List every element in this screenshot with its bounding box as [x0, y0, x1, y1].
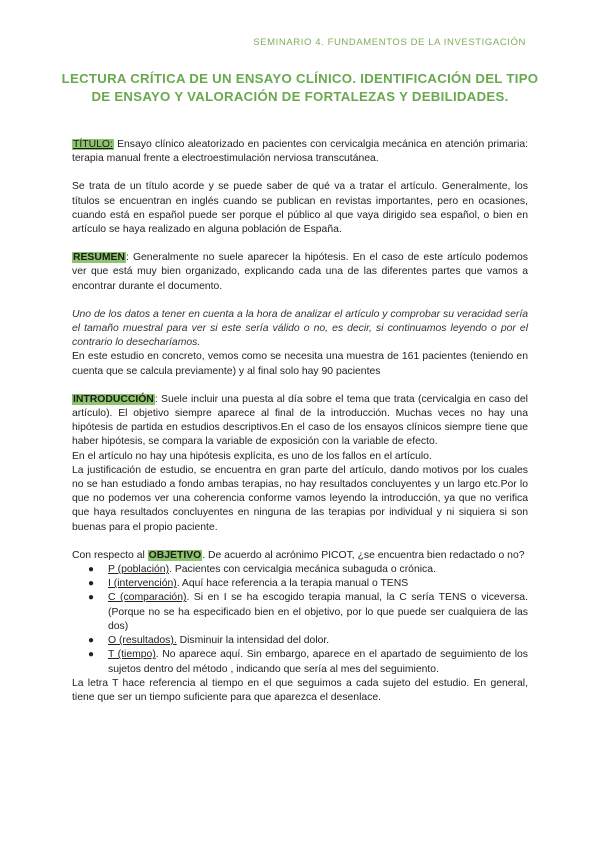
picot-key: O (resultados).	[108, 635, 177, 647]
resumen-sample-size: En este estudio en concreto, vemos como se necesita una muestra de 161 pacientes (teniendo en cuenta que se calcula previamente) y al final solo hay 90 pacientes	[72, 351, 528, 377]
list-item	[88, 648, 528, 676]
bullet-icon: ●	[88, 649, 95, 661]
titulo-label: TÍTULO:	[73, 139, 113, 150]
picot-text: . Aquí hace referencia a la terapia manual o TENS	[176, 578, 409, 590]
picot-key: I (intervención)	[108, 578, 177, 590]
list-item	[88, 563, 528, 577]
document-body	[72, 138, 528, 705]
page-header: SEMINARIO 4. FUNDAMENTOS DE LA INVESTIGACIÓN	[253, 37, 526, 48]
titulo-text: Ensayo clínico aleatorizado en pacientes con cervicalgia mecánica en atención primaria: terapia manual frente a electroestimulación nerviosa transcutánea.	[72, 139, 528, 165]
list-item	[88, 634, 528, 648]
titulo-comment: Se trata de un título acorde y se puede saber de qué va a tratar el artículo. Generalmente, los títulos se encuentran en inglés cuando se publican en revistas importantes, pero en ocasiones, cuando está en español puede ser porque el público al que vaya dirigido sea español, o bien en artículo se haya realizado en alguna población de España.	[72, 181, 528, 236]
bullet-icon: ●	[88, 635, 95, 647]
objetivo-paragraph	[72, 549, 528, 563]
introduccion-text: : Suele incluir una puesta al día sobre el tema que trata (cervicalgia en caso del artículo). El objetivo siempre aparece al final de la introducción. Muchas veces no hay una hipótesis de partida en estudios descriptivos.En el caso de los ensayos clínicos siempre tiene que haber hipótesis, se compara la variable de exposición con la variable de efecto.	[72, 393, 528, 448]
bullet-icon: ●	[88, 564, 95, 576]
picot-text: Disminuir la intensidad del dolor.	[176, 635, 330, 647]
introduccion-hypothesis: En el artículo no hay una hipótesis explícita, es uno de los fallos en el artículo.	[72, 450, 432, 462]
objetivo-label: OBJETIVO	[148, 549, 202, 561]
document-title: LECTURA CRÍTICA DE UN ENSAYO CLÍNICO. IDENTIFICACIÓN DEL TIPO DE ENSAYO Y VALORACIÓN DE FORTALEZAS Y DEBILIDADES.	[61, 71, 539, 104]
picot-list	[72, 563, 528, 677]
resumen-label: RESUMEN	[73, 252, 125, 264]
resumen-text: : Generalmente no suele aparecer la hipótesis. En el caso de este artículo podemos ver que está muy bien organizado, explicando cada una de las diferentes partes que vamos a encontrar durante el documento.	[72, 252, 528, 292]
picot-text: . Pacientes con cervicalgia mecánica subaguda o crónica.	[169, 564, 436, 576]
introduccion-label: INTRODUCCIÓN	[73, 393, 154, 405]
objetivo-prefix: Con respecto al	[72, 549, 148, 561]
list-item	[88, 591, 528, 634]
objetivo-text: . De acuerdo al acrónimo PICOT, ¿se encuentra bien redactado o no?	[202, 549, 525, 561]
closing-paragraph: La letra T hace referencia al tiempo en el que seguimos a cada sujeto del estudio. En general, tiene que ser un tiempo suficiente para que aparezca el desenlace.	[72, 677, 528, 703]
list-item	[88, 577, 528, 591]
bullet-icon: ●	[88, 592, 95, 604]
titulo-paragraph	[72, 138, 528, 166]
bullet-icon: ●	[88, 578, 95, 590]
picot-key: T (tiempo)	[108, 649, 156, 661]
resumen-italic-note: Uno de los datos a tener en cuenta a la hora de analizar el artículo y comprobar su veracidad sería el tamaño muestral para ver si este sería válido o no, es decir, si continuamos leyendo o por el contrario lo desecharíamos.	[72, 308, 528, 349]
resumen-paragraph	[72, 251, 528, 294]
introduccion-justification: La justificación de estudio, se encuentra en gran parte del artículo, dando motivos por los cuales no se han estudiado a fondo ambas terapias, no hay resultados concluyentes y un largo etc.Por lo que no podemos ver una coherencia conforme vamos leyendo la introducción, ya que no verifica que haya resultados concluyentes en ninguna de las terapias por individual y ni siquiera si son buenas para el propio paciente.	[72, 464, 528, 533]
picot-text: . No aparece aquí. Sin embargo, aparece en el apartado de seguimiento de los sujetos dentro del método , indicando que sería al mes del seguimiento.	[108, 649, 528, 675]
picot-key: C (comparación)	[108, 592, 187, 604]
picot-key: P (población)	[108, 564, 170, 576]
picot-text: . Si en I se ha escogido terapia manual, la C sería TENS o viceversa. (Porque no se ha especificado bien en el objetivo, por lo que puede ser cualquiera de las dos)	[108, 592, 528, 632]
introduccion-paragraph	[72, 393, 528, 450]
